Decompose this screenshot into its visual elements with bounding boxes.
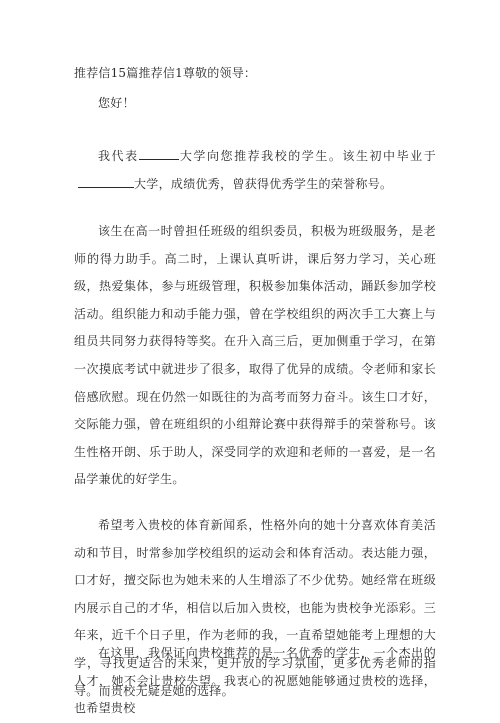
intro-text-a: 我代表: [98, 149, 139, 163]
greeting: 您好！: [98, 96, 135, 110]
paragraph-guarantee: 在这里，我保证向贵校推荐的是一名优秀的学生，一个杰出的人才，她不会让贵校失望。我衷心的祝愿她能够通过贵校的选择，也希望贵校: [74, 646, 436, 716]
intro-text-c: 大学，成绩优秀，曾获得优秀学生的荣誉称号。: [134, 176, 393, 191]
blank-line-university: [139, 148, 179, 160]
paragraph-aspiration: 希望考入贵校的体育新闻系，性格外向的她十分喜欢体育美活动和节目，时常参加学校组织的运动会和体育活动。表达能力强，口才好，擅交际也为她未来的人生增添了不少优势。她经常在班级内展示自己的才华，相信以后加入贵校，也能为贵校争光添彩。三年来，近千个日子里，作为老师的我，一直希望她能考上理想的大学，寻找更适合的未来，更开放的学习氛围，更多优秀老师的指导。而贵校无疑是她的选择。: [74, 518, 436, 698]
document-heading: 推荐信15篇推荐信1尊敬的领导：: [74, 66, 257, 80]
intro-text-b: 大学向您推荐我校的学生。该生初中毕业于: [178, 149, 436, 163]
paragraph-intro: [74, 143, 436, 198]
blank-line-school: [78, 176, 134, 188]
paragraph-performance: 该生在高一时曾担任班级的组织委员，积极为班级服务，是老师的得力助手。高二时，上课认真听讲，课后努力学习，关心班级，热爱集体，参与班级管理，积极参加集体活动，踊跃参加学校活动。组织能力和动手能力强，曾在学校组织的两次手工大赛上与组员共同努力获得特等奖。在升入高三后，更加侧重于学习，在第一次摸底考试中就进步了很多，取得了优异的成绩。令老师和家长倍感欣慰。现在仍然一如既往的为高考而努力奋斗。该生口才好，交际能力强，曾在班组织的小组辩论赛中获得辩手的荣誉称号。该生性格开朗、乐于助人，深受同学的欢迎和老师的一喜爱，是一名品学兼优的好学生。: [74, 224, 436, 487]
